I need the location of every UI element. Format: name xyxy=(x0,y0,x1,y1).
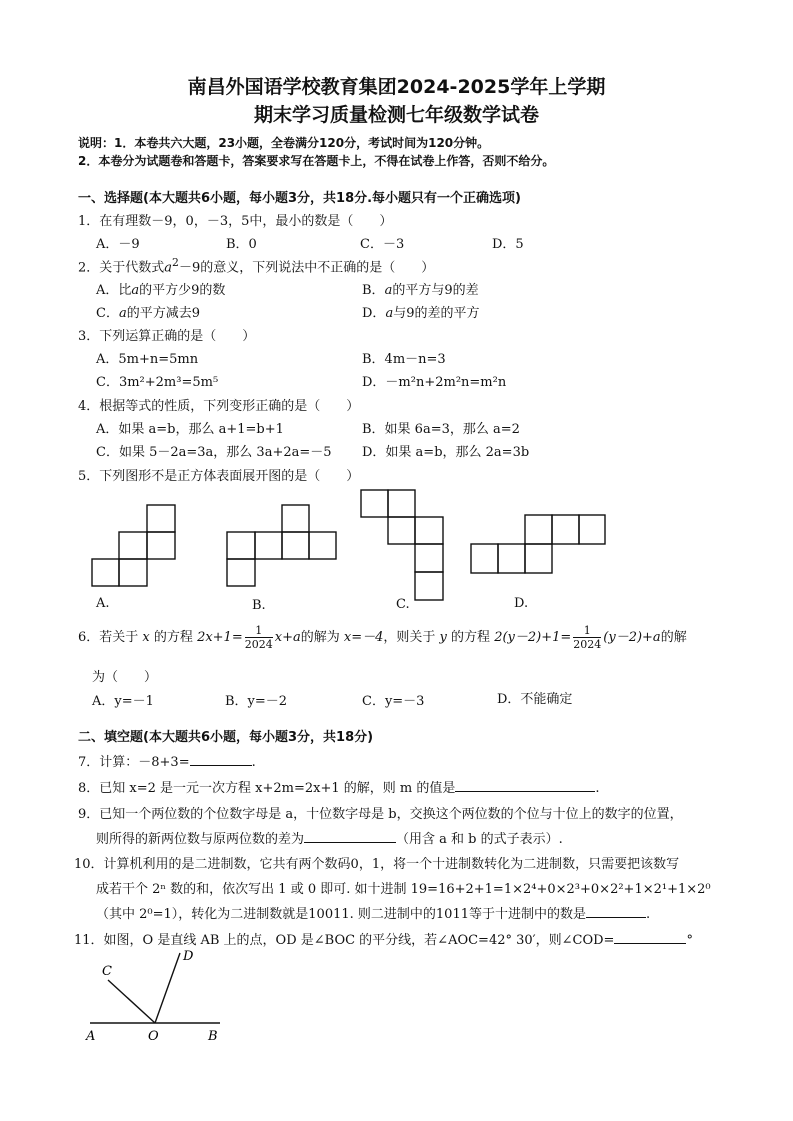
q5-label-a: A. xyxy=(96,596,110,611)
q4-option-a: A．如果 a=b，那么 a+1=b+1 xyxy=(96,422,284,437)
q4-option-d: D．如果 a=b，那么 2a=3b xyxy=(362,445,530,460)
cube-net-c xyxy=(358,488,458,608)
q1-option-d: D．5 xyxy=(492,237,524,252)
q10-answer-blank xyxy=(586,904,646,918)
cube-net-d xyxy=(468,512,613,577)
q3-option-c: C．3m²+2m³=5m⁵ xyxy=(96,375,219,390)
note-2: 2．本卷分为试题卷和答题卡，答案要求写在答题卡上，不得在试卷上作答，否则不给分。 xyxy=(78,154,555,168)
q10-line3: （其中 2⁰=1），转化为二进制数就是10011. 则二进制中的1011等于十进制中的数是 . xyxy=(96,903,650,922)
q7: 7．计算：－8+3= . xyxy=(78,751,256,770)
q2-stem: 2．关于代数式$a^2-9$的意义，下列说法中不正确的是（ ） xyxy=(78,256,435,276)
q8-answer-blank xyxy=(455,778,595,792)
label-a: A xyxy=(86,1029,96,1044)
q5-label-d: D. xyxy=(514,596,529,611)
q6-stem: 6．若关于 x 的方程 2x+1= $\frac{1}{2024}$ x+a的解为 x=－4，则关于 y 的方程 2(y－2)+1= $\frac{1}{2024}$ (y－2)+a的解 xyxy=(78,624,687,651)
q4-stem: 4．根据等式的性质，下列变形正确的是（ ） xyxy=(78,399,360,414)
ray-oc xyxy=(108,980,155,1023)
q6-option-d: D．不能确定 xyxy=(497,692,573,707)
q11: 11．如图，O 是直线 AB 上的点，OD 是∠BOC 的平分线，若∠AOC=42° 30′，则∠COD= ° xyxy=(74,929,693,948)
q1-option-c: C．－3 xyxy=(360,237,405,252)
label-b: B xyxy=(208,1029,218,1044)
q9-line1: 9．已知一个两位数的个位数字母是 a，十位数字母是 b，交换这个两位数的个位与十位上的数字的位置， xyxy=(78,807,683,822)
note-1: 说明：1．本卷共六大题，23小题，全卷满分120分，考试时间为120分钟。 xyxy=(78,136,490,150)
label-o: O xyxy=(148,1029,159,1044)
q9-line2: 则所得的新两位数与原两位数的差为 （用含 a 和 b 的式子表示）. xyxy=(96,828,563,847)
q3-option-b: B．4m－n=3 xyxy=(362,352,446,367)
q5-stem: 5．下列图形不是正方体表面展开图的是（ ） xyxy=(78,469,360,484)
cube-net-a xyxy=(90,500,210,590)
section2-heading: 二、填空题(本大题共6小题，每小题3分，共18分) xyxy=(78,730,374,745)
q5-label-b: B. xyxy=(252,598,266,613)
angle-figure xyxy=(80,945,240,1045)
q3-option-a: A．5m+n=5mn xyxy=(96,352,199,367)
q10-line2: 成若干个 2ⁿ 数的和，依次写出 1 或 0 即可. 如十进制 19=16+2+1=1×2⁴+0×2³+0×2²+1×2¹+1×2⁰ xyxy=(96,882,711,897)
q2-option-c: C．a的平方减去9 xyxy=(96,306,200,321)
q11-answer-blank xyxy=(614,930,686,944)
q6-option-a: A．y=－1 xyxy=(92,694,154,709)
q1-stem: 1．在有理数－9，0，－3，5中，最小的数是（ ） xyxy=(78,214,393,229)
q7-answer-blank xyxy=(190,752,252,766)
q1-option-b: B．0 xyxy=(226,237,257,252)
exam-title-line2: 期末学习质量检测七年级数学试卷 xyxy=(253,104,539,126)
q4-option-b: B．如果 6a=3，那么 a=2 xyxy=(362,422,520,437)
q10-line1: 10．计算机利用的是二进制数，它共有两个数码0，1，将一个十进制数转化为二进制数，只需要把该数写 xyxy=(74,857,680,872)
q8: 8．已知 x=2 是一元一次方程 x+2m=2x+1 的解，则 m 的值是 . xyxy=(78,777,600,796)
q3-stem: 3．下列运算正确的是（ ） xyxy=(78,329,256,344)
label-d: D xyxy=(183,949,194,964)
q9-answer-blank xyxy=(304,829,396,843)
q6-option-c: C．y=－3 xyxy=(362,694,425,709)
exam-title-line1: 南昌外国语学校教育集团2024-2025学年上学期 xyxy=(187,76,606,98)
q1-option-a: A．－9 xyxy=(96,237,140,252)
q4-option-c: C．如果 5－2a=3a，那么 3a+2a=－5 xyxy=(96,445,332,460)
q2-option-b: B．a的平方与9的差 xyxy=(362,283,479,298)
q2-option-d: D．a与9的差的平方 xyxy=(362,306,480,321)
ray-od xyxy=(155,953,180,1023)
cube-net-b xyxy=(225,500,345,590)
label-c: C xyxy=(102,964,112,979)
q5-label-c: C. xyxy=(396,597,410,612)
q2-option-a: A．比a的平方少9的数 xyxy=(96,283,226,298)
section1-heading: 一、选择题(本大题共6小题，每小题3分，共18分.每小题只有一个正确选项) xyxy=(78,191,522,206)
q6-continuation: 为（ ） xyxy=(92,670,158,685)
q6-option-b: B．y=－2 xyxy=(225,694,288,709)
q3-option-d: D．－m²n+2m²n=m²n xyxy=(362,375,507,390)
